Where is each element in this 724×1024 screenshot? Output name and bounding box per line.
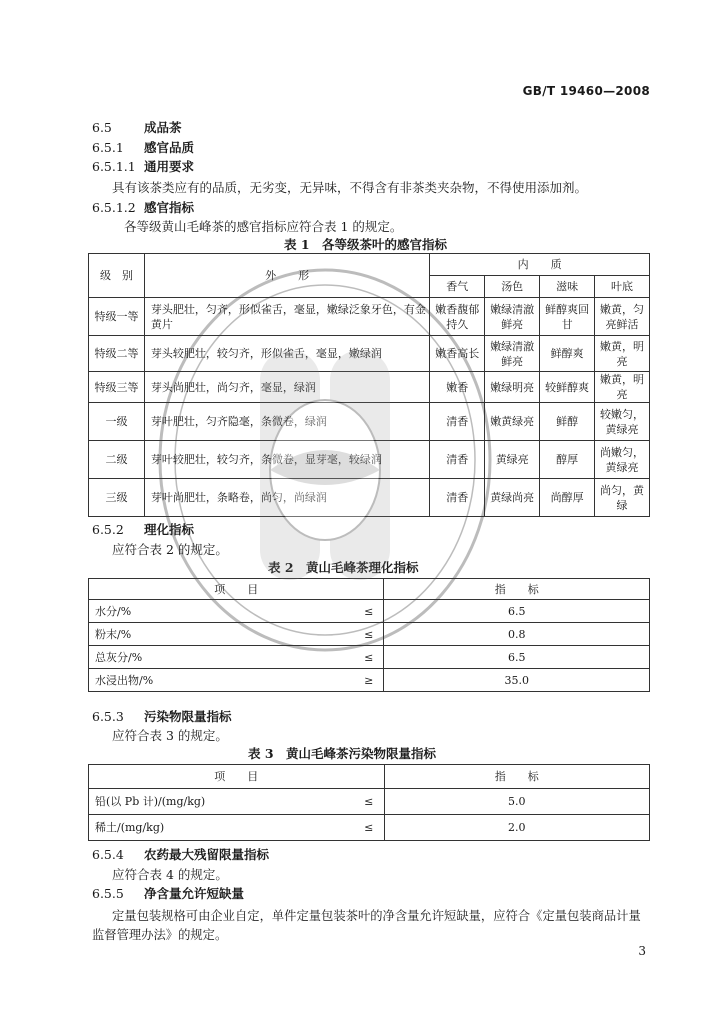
table-row [89, 441, 650, 479]
col-header-shape: 外 形 [144, 254, 429, 298]
table-row [89, 669, 650, 692]
section-title: 感官品质 [144, 140, 195, 155]
table-row [89, 403, 650, 441]
section-number: 6.5.1.1 [92, 159, 136, 174]
cell-grade: 二级 [89, 441, 145, 479]
col-header-item: 项 目 [89, 579, 384, 600]
cell-aroma: 清香 [430, 403, 485, 441]
paragraph: 应符合表 3 的规定。 [112, 728, 228, 743]
cell-grade: 一级 [89, 403, 145, 441]
cell-aroma: 嫩香馥郁持久 [430, 298, 485, 336]
paragraph: 各等级黄山毛峰茶的感官指标应符合表 1 的规定。 [124, 219, 403, 234]
table-row [89, 646, 650, 669]
page-number: 3 [638, 944, 646, 958]
section-6-5 [92, 118, 182, 136]
table-row [89, 298, 650, 336]
table-3-caption: 表 3 黄山毛峰茶污染物限量指标 [248, 746, 437, 761]
table-row [89, 336, 650, 372]
col-header-grade: 级 别 [89, 254, 145, 298]
table-2-caption: 表 2 黄山毛峰茶理化指标 [268, 560, 419, 575]
section-title: 通用要求 [144, 159, 195, 174]
cell-op: ≤ [354, 646, 384, 669]
table-2 [88, 578, 650, 692]
cell-op: ≤ [354, 600, 384, 623]
cell-op: ≥ [354, 669, 384, 692]
col-header-liquor: 汤色 [485, 276, 540, 298]
cell-op: ≤ [354, 789, 384, 815]
section-number: 6.5.4 [92, 847, 124, 862]
cell-leaf: 嫩黄，明亮 [595, 372, 650, 403]
table-row [89, 815, 650, 841]
table-1 [88, 253, 650, 517]
col-header-aroma: 香气 [430, 276, 485, 298]
cell-grade: 特级二等 [89, 336, 145, 372]
section-title: 理化指标 [144, 522, 195, 537]
cell-value: 5.0 [384, 789, 650, 815]
section-6-5-2 [92, 520, 194, 538]
section-number: 6.5.1.2 [92, 200, 136, 215]
cell-liquor: 嫩黄绿亮 [485, 403, 540, 441]
section-title: 农药最大残留限量指标 [144, 847, 270, 862]
cell-liquor: 黄绿亮 [485, 441, 540, 479]
section-6-5-4 [92, 845, 269, 863]
table-row [89, 372, 650, 403]
cell-item: 铅(以 Pb 计)/(mg/kg) [89, 789, 355, 815]
section-number: 6.5.3 [92, 709, 124, 724]
table-row [89, 623, 650, 646]
cell-value: 6.5 [384, 646, 650, 669]
cell-op: ≤ [354, 815, 384, 841]
col-header-value: 指 标 [384, 579, 650, 600]
section-number: 6.5.2 [92, 522, 124, 537]
cell-taste: 醇厚 [540, 441, 595, 479]
col-header-value: 指 标 [384, 765, 650, 789]
cell-liquor: 嫩绿清澈鲜亮 [485, 298, 540, 336]
cell-leaf: 尚嫩匀，黄绿亮 [595, 441, 650, 479]
cell-grade: 特级一等 [89, 298, 145, 336]
cell-shape: 芽叶肥壮，匀齐隐毫，条微卷，绿润 [144, 403, 429, 441]
section-6-5-1-2 [92, 198, 194, 216]
cell-leaf: 嫩黄，匀亮鲜活 [595, 298, 650, 336]
section-number: 6.5.5 [92, 886, 124, 901]
section-number: 6.5 [92, 120, 112, 135]
cell-taste: 鲜醇爽回甘 [540, 298, 595, 336]
cell-aroma: 嫩香高长 [430, 336, 485, 372]
col-header-item: 项 目 [89, 765, 385, 789]
paragraph: 定量包装规格可由企业自定，单件定量包装茶叶的净含量允许短缺量，应符合《定量包装商品计量 [112, 909, 641, 923]
cell-item: 粉末/% [89, 623, 355, 646]
cell-grade: 特级三等 [89, 372, 145, 403]
cell-op: ≤ [354, 623, 384, 646]
cell-shape: 芽头肥壮，匀齐，形似雀舌，毫显，嫩绿泛象牙色，有金黄片 [144, 298, 429, 336]
col-header-leaf: 叶底 [595, 276, 650, 298]
cell-aroma: 清香 [430, 479, 485, 517]
cell-aroma: 清香 [430, 441, 485, 479]
cell-shape: 芽叶较肥壮，较匀齐，条微卷，显芽毫，较绿润 [144, 441, 429, 479]
cell-value: 35.0 [384, 669, 650, 692]
cell-value: 6.5 [384, 600, 650, 623]
section-6-5-1 [92, 138, 194, 156]
section-title: 净含量允许短缺量 [144, 886, 245, 901]
cell-taste: 鲜醇爽 [540, 336, 595, 372]
cell-liquor: 黄绿尚亮 [485, 479, 540, 517]
cell-shape: 芽头尚肥壮，尚匀齐，毫显，绿润 [144, 372, 429, 403]
paragraph: 应符合表 4 的规定。 [112, 867, 228, 882]
section-number: 6.5.1 [92, 140, 124, 155]
col-header-taste: 滋味 [540, 276, 595, 298]
table-3 [88, 764, 650, 841]
cell-leaf: 嫩黄，明亮 [595, 336, 650, 372]
section-6-5-5 [92, 884, 244, 902]
standard-number: GB/T 19460—2008 [522, 84, 650, 98]
cell-grade: 三级 [89, 479, 145, 517]
paragraph: 具有该茶类应有的品质，无劣变，无异味，不得含有非茶类夹杂物，不得使用添加剂。 [112, 180, 588, 195]
cell-item: 水分/% [89, 600, 355, 623]
cell-taste: 较鲜醇爽 [540, 372, 595, 403]
table-row [89, 479, 650, 517]
cell-value: 0.8 [384, 623, 650, 646]
section-title: 污染物限量指标 [144, 709, 232, 724]
col-header-inner: 内 质 [430, 254, 650, 276]
table-1-caption: 表 1 各等级茶叶的感官指标 [284, 237, 448, 252]
cell-leaf: 尚匀，黄绿 [595, 479, 650, 517]
table-row [89, 789, 650, 815]
cell-item: 稀土/(mg/kg) [89, 815, 355, 841]
paragraph: 应符合表 2 的规定。 [112, 542, 228, 557]
paragraph-continued: 监督管理办法》的规定。 [92, 928, 228, 942]
section-title: 感官指标 [144, 200, 195, 215]
section-6-5-1-1 [92, 157, 194, 175]
cell-aroma: 嫩香 [430, 372, 485, 403]
cell-value: 2.0 [384, 815, 650, 841]
cell-item: 水浸出物/% [89, 669, 355, 692]
section-6-5-3 [92, 707, 232, 725]
table-row [89, 600, 650, 623]
cell-leaf: 较嫩匀，黄绿亮 [595, 403, 650, 441]
cell-taste: 尚醇厚 [540, 479, 595, 517]
cell-shape: 芽叶尚肥壮，条略卷，尚匀，尚绿润 [144, 479, 429, 517]
cell-item: 总灰分/% [89, 646, 355, 669]
cell-liquor: 嫩绿清澈鲜亮 [485, 336, 540, 372]
section-title: 成品茶 [144, 120, 182, 135]
cell-taste: 鲜醇 [540, 403, 595, 441]
cell-shape: 芽头较肥壮，较匀齐，形似雀舌，毫显，嫩绿润 [144, 336, 429, 372]
cell-liquor: 嫩绿明亮 [485, 372, 540, 403]
